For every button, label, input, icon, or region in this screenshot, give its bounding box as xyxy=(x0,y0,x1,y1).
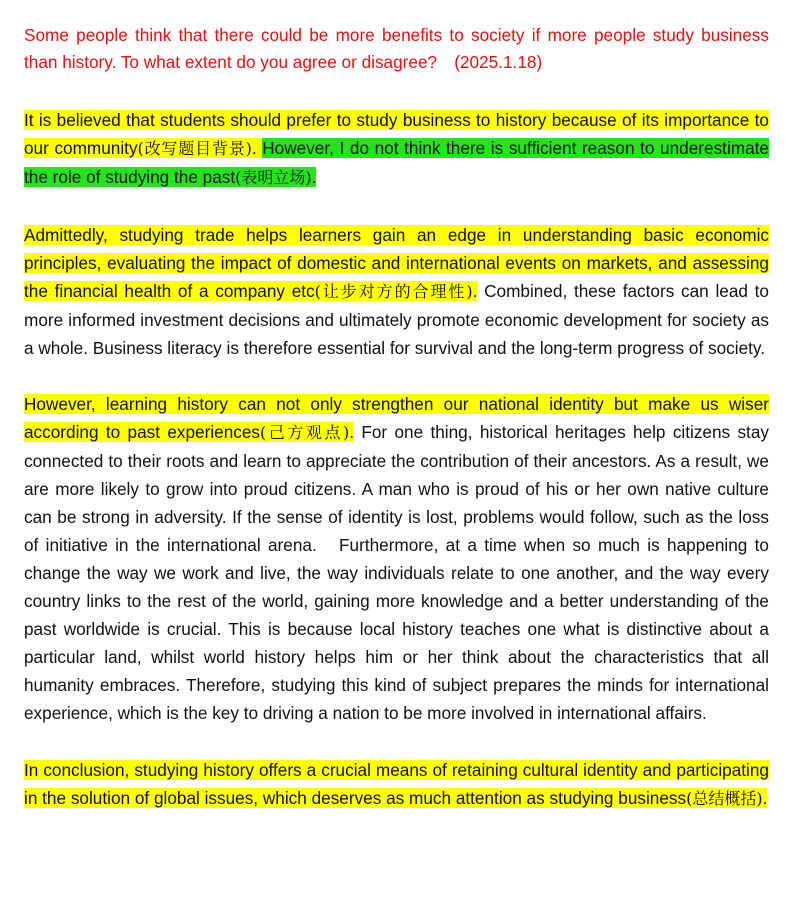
intro-position-note: (表明立场) xyxy=(235,168,312,187)
conclusion-text: In conclusion, studying history offers a crucial means of retaining cultural identity and participating in the solution of global issues, which deserves as much attention as studying business xyxy=(24,760,769,808)
question-date: (2025.1.18) xyxy=(437,52,543,72)
intro-position-end: . xyxy=(311,167,317,187)
conclusion-note: (总结概括) xyxy=(686,789,763,808)
question-text: Some people think that there could be more benefits to society if more people study business than history. To what extent do you agree or disagree? xyxy=(24,25,769,72)
essay-question xyxy=(24,22,769,76)
conclusion-end: . xyxy=(762,788,768,808)
body-paragraph-2 xyxy=(24,390,769,727)
conclusion-paragraph xyxy=(24,756,769,813)
body2-claim-note: (己方观点) xyxy=(260,423,350,442)
body1-support-text: Combined, these factors can lead to more informed investment decisions and ultimately promote economic development for society as a whole. Business literacy is therefore essential for survival and the long-term progress of society. xyxy=(24,281,769,358)
body1-concession-note: (让步对方的合理性) xyxy=(314,282,473,301)
intro-background-end: . xyxy=(251,138,263,158)
intro-paragraph xyxy=(24,106,769,192)
body2-claim-end: . xyxy=(349,422,355,442)
intro-position-text: However, I do not think there is sufficient reason to underestimate the role of studying the past xyxy=(24,138,769,187)
body1-concession-end: . xyxy=(472,281,478,301)
intro-background-note: (改写题目背景) xyxy=(137,139,252,158)
body-paragraph-1 xyxy=(24,221,769,362)
essay-document xyxy=(24,22,769,813)
conclusion-highlight xyxy=(24,760,769,808)
body2-support-text: For one thing, historical heritages help citizens stay connected to their roots and learn to appreciate the contribution of their ancestors. As a result, we are more likely to grow into proud citizens. A man who is proud of his or her own native culture can be strong in adversity. If the sense of identity is lost, problems would follow, such as the loss of initiative in the international arena. Furthermore, at a time when so much is happening to change the way we work and live, the way individuals relate to one another, and the way every country links to the rest of the world, gaining more knowledge and a better understanding of the past worldwide is crucial. This is because local history teaches one what is distinctive about a particular land, whilst world history helps him or her think about the characteristics that all humanity embraces. Therefore, studying this kind of subject prepares the minds for international experience, which is the key to driving a nation to be more involved in international affairs. xyxy=(24,422,769,723)
intro-background-text: It is believed that students should prefer to study business to history because of its importance to our community xyxy=(24,110,769,158)
body1-concession-text: Admittedly, studying trade helps learners gain an edge in understanding basic economic principles, evaluating the impact of domestic and international events on markets, and assessing the financial health of a company etc xyxy=(24,225,769,301)
body2-claim-text: However, learning history can not only strengthen our national identity but make us wiser according to past experiences xyxy=(24,394,769,442)
